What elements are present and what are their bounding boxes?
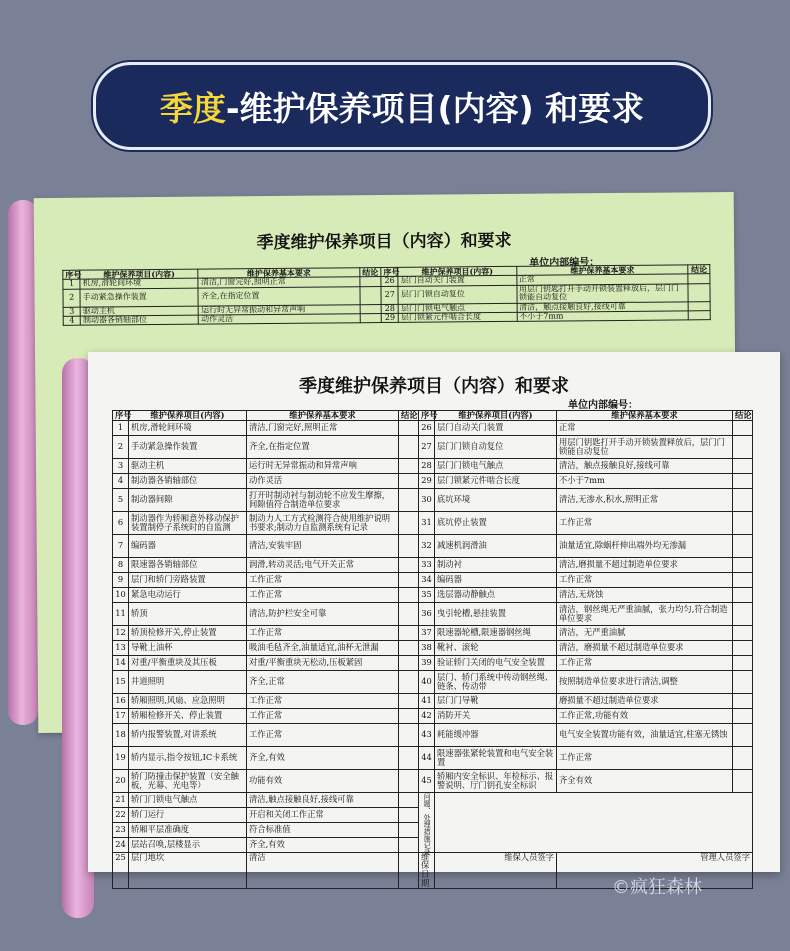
item-number: 41 xyxy=(419,693,435,708)
item-content: 轿内报警装置,对讲系统 xyxy=(129,723,247,746)
item-conclusion xyxy=(733,708,753,723)
item-conclusion xyxy=(399,420,419,435)
item-conclusion xyxy=(399,640,419,655)
item-content: 制动器各销轴部位 xyxy=(80,315,198,325)
item-number: 29 xyxy=(381,313,398,323)
back-maintenance-table xyxy=(62,264,710,326)
page-banner xyxy=(93,62,711,150)
item-requirement: 工作正常 xyxy=(247,587,399,602)
item-content: 制动衬 xyxy=(435,557,557,572)
item-number: 26 xyxy=(381,277,398,287)
item-content: 层门门锁电气触点 xyxy=(398,303,516,313)
item-number: 44 xyxy=(419,746,435,769)
maint-date-label: 维保日期 xyxy=(419,852,435,888)
item-number: 10 xyxy=(113,587,129,602)
item-conclusion xyxy=(733,602,753,625)
item-conclusion xyxy=(688,274,710,284)
item-conclusion xyxy=(688,283,710,301)
front-maintenance-table-wrap xyxy=(112,410,752,889)
item-number: 36 xyxy=(419,602,435,625)
item-content: 验证轿门关闭的电气安全装置 xyxy=(435,655,557,670)
item-content: 编码器 xyxy=(129,534,247,557)
item-conclusion xyxy=(399,435,419,458)
item-requirement: 正常 xyxy=(557,420,733,435)
table-row xyxy=(113,458,753,473)
item-content: 井道照明 xyxy=(129,670,247,693)
item-requirement: 正常 xyxy=(516,274,688,285)
item-conclusion xyxy=(399,670,419,693)
item-content: 减速机润滑油 xyxy=(435,534,557,557)
table-row xyxy=(113,557,753,572)
item-content: 限速器轮槽,限速器钢丝绳 xyxy=(435,625,557,640)
item-requirement: 清洁,安装牢固 xyxy=(247,534,399,557)
item-conclusion xyxy=(399,723,419,746)
item-requirement: 工作正常 xyxy=(557,511,733,534)
back-sheet-title: 季度维护保养项目（内容）和要求 xyxy=(256,230,512,254)
item-conclusion xyxy=(360,313,382,323)
item-requirement: 工作正常 xyxy=(247,625,399,640)
item-requirement: 动作灵活 xyxy=(247,473,399,488)
item-content: 底坑环境 xyxy=(435,488,557,511)
front-maintenance-table xyxy=(112,410,753,889)
manager-signer-label: 管理人员签字 xyxy=(557,852,753,888)
column-header: 结论 xyxy=(733,411,753,421)
item-content: 轿门防撞击保护装置（安全触板，光幕、光电等） xyxy=(129,769,247,792)
item-number: 27 xyxy=(419,435,435,458)
item-requirement: 清洁，钢丝绳无严重油腻，张力均匀,符合制造单位要求 xyxy=(557,602,733,625)
item-content: 手动紧急操作装置 xyxy=(80,288,198,307)
item-number: 28 xyxy=(381,304,398,314)
item-conclusion xyxy=(399,557,419,572)
item-content: 驱动主机 xyxy=(129,458,247,473)
item-content: 层门和轿门旁路装置 xyxy=(129,572,247,587)
item-conclusion xyxy=(733,655,753,670)
item-requirement: 制动力人工方式检测符合使用维护说明书要求;制动力自监测系统有记录 xyxy=(247,511,399,534)
item-content: 耗能缓冲器 xyxy=(435,723,557,746)
maint-signer-label: 维保人员签字 xyxy=(435,852,557,888)
table-row xyxy=(113,511,753,534)
item-conclusion xyxy=(399,587,419,602)
item-content: 轿顶 xyxy=(129,602,247,625)
item-requirement: 不小于7mm xyxy=(517,311,689,322)
table-row xyxy=(113,792,753,807)
item-number: 25 xyxy=(113,852,129,888)
item-number: 5 xyxy=(113,488,129,511)
item-conclusion xyxy=(399,852,419,888)
item-number: 31 xyxy=(419,511,435,534)
item-number: 16 xyxy=(113,693,129,708)
item-conclusion xyxy=(733,534,753,557)
item-number: 24 xyxy=(113,837,129,852)
item-number: 43 xyxy=(419,723,435,746)
item-content: 层门自动关门装置 xyxy=(435,420,557,435)
item-requirement: 按照制造单位要求进行清洁,调整 xyxy=(557,670,733,693)
item-requirement: 磨损量不超过制造单位要求 xyxy=(557,693,733,708)
item-conclusion xyxy=(399,837,419,852)
item-requirement: 齐全,有效 xyxy=(247,837,399,852)
item-content: 层门锁紧元件啮合长度 xyxy=(398,312,516,322)
item-conclusion xyxy=(399,625,419,640)
item-requirement: 符合标准值 xyxy=(247,822,399,837)
table-row xyxy=(113,769,753,792)
item-conclusion xyxy=(733,488,753,511)
back-unit-label: 单位内部编号： xyxy=(529,257,600,269)
item-number: 11 xyxy=(113,602,129,625)
item-requirement: 工作正常,功能有效 xyxy=(557,708,733,723)
table-row xyxy=(113,625,753,640)
item-conclusion xyxy=(689,301,711,311)
column-header: 序号 xyxy=(113,411,129,421)
item-conclusion xyxy=(733,435,753,458)
item-number: 3 xyxy=(113,458,129,473)
item-content: 机房,滑轮间环境 xyxy=(80,279,198,289)
column-header: 结论 xyxy=(399,411,419,421)
item-conclusion xyxy=(399,792,419,807)
item-content: 层门门锁自动复位 xyxy=(435,435,557,458)
item-requirement: 工作正常 xyxy=(247,723,399,746)
item-requirement: 对重/平衡重块无松动,压板紧固 xyxy=(247,655,399,670)
item-requirement: 齐全,在指定位置 xyxy=(247,435,399,458)
item-content: 手动紧急操作装置 xyxy=(129,435,247,458)
item-content: 轿厢检修开关、停止装置 xyxy=(129,708,247,723)
item-content: 底坑停止装置 xyxy=(435,511,557,534)
column-header: 序号 xyxy=(63,270,80,280)
table-row xyxy=(113,640,753,655)
item-number: 18 xyxy=(113,723,129,746)
item-content: 靴衬、滚轮 xyxy=(435,640,557,655)
item-conclusion xyxy=(733,746,753,769)
item-content: 限速器张紧轮装置和电气安全装置 xyxy=(435,746,557,769)
front-sheet-title: 季度维护保养项目（内容）和要求 xyxy=(299,376,569,397)
column-header: 维护保养基本要求 xyxy=(557,411,733,421)
item-requirement: 清洁,防护栏安全可靠 xyxy=(247,602,399,625)
item-content: 轿厢平层准确度 xyxy=(129,822,247,837)
item-requirement: 清洁，无严重油腻 xyxy=(557,625,733,640)
issues-record-label: 问题、处理措施记录 xyxy=(419,792,435,852)
item-requirement: 清洁,门窗完好,照明正常 xyxy=(198,277,359,288)
item-conclusion xyxy=(733,640,753,655)
table-row xyxy=(113,473,753,488)
column-header: 维护保养项目(内容) xyxy=(129,411,247,421)
item-requirement: 运行时无异常振动和异常声响 xyxy=(199,304,360,315)
item-requirement: 清洁 xyxy=(247,852,399,888)
item-content: 层门自动关门装置 xyxy=(398,276,516,286)
item-number: 1 xyxy=(113,420,129,435)
item-conclusion xyxy=(399,708,419,723)
item-content: 导靴上油杯 xyxy=(129,640,247,655)
item-number: 45 xyxy=(419,769,435,792)
item-content: 轿门门锁电气触点 xyxy=(129,792,247,807)
item-number: 7 xyxy=(113,534,129,557)
item-content: 轿门运行 xyxy=(129,807,247,822)
column-header: 维护保养基本要求 xyxy=(198,268,359,279)
watermark: ©疯狂森林 xyxy=(612,877,702,898)
item-number: 4 xyxy=(113,473,129,488)
item-conclusion xyxy=(733,572,753,587)
item-number: 8 xyxy=(113,557,129,572)
item-requirement: 工作正常 xyxy=(557,746,733,769)
item-number: 19 xyxy=(113,746,129,769)
item-requirement: 清洁,磨损量不超过制造单位要求 xyxy=(557,557,733,572)
item-conclusion xyxy=(399,769,419,792)
column-header: 序号 xyxy=(419,411,435,421)
item-number: 42 xyxy=(419,708,435,723)
item-number: 6 xyxy=(113,511,129,534)
item-requirement: 齐全,正常 xyxy=(247,670,399,693)
item-number: 38 xyxy=(419,640,435,655)
item-content: 机房,滑轮间环境 xyxy=(129,420,247,435)
item-conclusion xyxy=(399,473,419,488)
item-conclusion xyxy=(399,458,419,473)
banner-title: -维护保养项目(内容) 和要求 xyxy=(225,88,645,128)
item-number: 13 xyxy=(113,640,129,655)
table-row xyxy=(113,420,753,435)
item-requirement: 清洁，磨损量不超过制造单位要求 xyxy=(557,640,733,655)
item-number: 9 xyxy=(113,572,129,587)
item-requirement: 用层门钥匙打开手动开锁装置释放后，层门门锁能自动复位 xyxy=(516,284,688,303)
item-content: 轿内显示,指令按钮,IC卡系统 xyxy=(129,746,247,769)
item-content: 轿厢内安全标识、年检标示、报警说明、厅门钥孔安全标识 xyxy=(435,769,557,792)
item-conclusion xyxy=(399,655,419,670)
column-header: 维护保养项目(内容) xyxy=(398,266,516,276)
table-row xyxy=(113,572,753,587)
item-requirement: 工作正常 xyxy=(247,693,399,708)
item-requirement: 吸油毛毡齐全,油量适宜,油杯无泄漏 xyxy=(247,640,399,655)
item-content: 层门、轿门系统中传动钢丝绳、链条、传动带 xyxy=(435,670,557,693)
item-conclusion xyxy=(360,304,382,314)
item-number: 33 xyxy=(419,557,435,572)
item-number: 30 xyxy=(419,488,435,511)
item-content: 制动器作为轿厢意外移动保护装置制停子系统时的自监测 xyxy=(129,511,247,534)
item-conclusion xyxy=(733,557,753,572)
item-conclusion xyxy=(733,723,753,746)
item-content: 限速器各销轴部位 xyxy=(129,557,247,572)
item-content: 制动器各销轴部位 xyxy=(129,473,247,488)
item-number: 40 xyxy=(419,670,435,693)
table-row xyxy=(113,693,753,708)
item-content: 轿厢照明,风扇、应急照明 xyxy=(129,693,247,708)
item-content: 紧急电动运行 xyxy=(129,587,247,602)
table-row xyxy=(113,435,753,458)
item-requirement: 清洁，触点接触良好,接线可靠 xyxy=(517,301,689,312)
item-number: 2 xyxy=(63,289,80,307)
item-conclusion xyxy=(733,587,753,602)
item-requirement: 打开时制动衬与制动轮不应发生摩擦，间隙值符合制造单位要求 xyxy=(247,488,399,511)
item-requirement: 清洁，触点接触良好,接线可靠 xyxy=(557,458,733,473)
table-row xyxy=(113,488,753,511)
item-conclusion xyxy=(399,572,419,587)
item-conclusion xyxy=(399,746,419,769)
item-number: 37 xyxy=(419,625,435,640)
front-unit-label: 单位内部编号： xyxy=(568,400,638,411)
item-number: 4 xyxy=(63,316,80,326)
column-header: 维护保养项目(内容) xyxy=(80,269,198,279)
item-conclusion xyxy=(360,286,382,304)
item-conclusion xyxy=(399,693,419,708)
column-header: 结论 xyxy=(688,265,710,275)
item-content: 层门锁紧元件啮合长度 xyxy=(435,473,557,488)
item-content: 曳引轮槽,悬挂装置 xyxy=(435,602,557,625)
table-row xyxy=(113,602,753,625)
item-conclusion xyxy=(399,534,419,557)
item-number: 17 xyxy=(113,708,129,723)
item-number: 28 xyxy=(419,458,435,473)
column-header: 结论 xyxy=(359,268,381,278)
item-requirement: 润滑,转动灵活;电气开关正常 xyxy=(247,557,399,572)
item-content: 编码器 xyxy=(435,572,557,587)
item-requirement: 动作灵活 xyxy=(199,314,360,325)
banner-highlight: 季度 xyxy=(159,88,226,128)
item-conclusion xyxy=(689,311,711,321)
item-conclusion xyxy=(359,277,381,287)
item-requirement: 电气安全装置功能有效，油量适宜,柱塞无锈蚀 xyxy=(557,723,733,746)
table-header-row xyxy=(113,411,753,421)
item-content: 驱动主机 xyxy=(80,306,198,316)
item-requirement: 工作正常 xyxy=(247,572,399,587)
item-conclusion xyxy=(733,458,753,473)
item-requirement: 不小于7mm xyxy=(557,473,733,488)
table-row xyxy=(113,723,753,746)
item-requirement: 运行时无异常振动和异常声响 xyxy=(247,458,399,473)
item-number: 20 xyxy=(113,769,129,792)
table-row xyxy=(113,670,753,693)
item-number: 39 xyxy=(419,655,435,670)
item-conclusion xyxy=(733,769,753,792)
item-conclusion xyxy=(733,473,753,488)
item-content: 层门门锁电气触点 xyxy=(435,458,557,473)
item-content: 层门门锁自动复位 xyxy=(398,285,516,304)
item-number: 21 xyxy=(113,792,129,807)
item-content: 对重/平衡重块及其压板 xyxy=(129,655,247,670)
item-number: 34 xyxy=(419,572,435,587)
item-number: 12 xyxy=(113,625,129,640)
item-requirement: 清洁,无烧蚀 xyxy=(557,587,733,602)
item-requirement: 齐全,在指定位置 xyxy=(198,287,359,306)
item-number: 22 xyxy=(113,807,129,822)
item-conclusion xyxy=(399,807,419,822)
item-conclusion xyxy=(733,693,753,708)
item-content: 轿顶检修开关,停止装置 xyxy=(129,625,247,640)
item-number: 29 xyxy=(419,473,435,488)
item-number: 26 xyxy=(419,420,435,435)
item-content: 层站召唤,层楼显示 xyxy=(129,837,247,852)
item-requirement: 功能有效 xyxy=(247,769,399,792)
issues-record-area xyxy=(435,792,753,852)
item-number: 1 xyxy=(63,280,80,290)
item-conclusion xyxy=(733,420,753,435)
column-header: 维护保养基本要求 xyxy=(516,265,688,276)
item-number: 15 xyxy=(113,670,129,693)
item-conclusion xyxy=(399,602,419,625)
table-row xyxy=(113,655,753,670)
item-requirement: 齐全,有效 xyxy=(247,746,399,769)
column-header: 维护保养项目(内容) xyxy=(435,411,557,421)
item-number: 2 xyxy=(113,435,129,458)
item-conclusion xyxy=(399,822,419,837)
item-number: 27 xyxy=(381,286,398,304)
item-number: 35 xyxy=(419,587,435,602)
item-content: 消防开关 xyxy=(435,708,557,723)
item-requirement: 工作正常 xyxy=(557,572,733,587)
item-number: 32 xyxy=(419,534,435,557)
column-header: 序号 xyxy=(381,267,398,277)
table-row xyxy=(113,746,753,769)
item-content: 制动器间隙 xyxy=(129,488,247,511)
item-conclusion xyxy=(733,625,753,640)
table-row xyxy=(113,534,753,557)
item-number: 14 xyxy=(113,655,129,670)
item-content: 层门地坎 xyxy=(129,852,247,888)
item-requirement: 工作正常 xyxy=(247,708,399,723)
table-row xyxy=(113,708,753,723)
item-requirement: 清洁,触点接触良好,接线可靠 xyxy=(247,792,399,807)
item-content: 选层器动静触点 xyxy=(435,587,557,602)
item-requirement: 清洁,门窗完好,照明正常 xyxy=(247,420,399,435)
item-number: 3 xyxy=(63,307,80,317)
item-conclusion xyxy=(399,488,419,511)
column-header: 维护保养基本要求 xyxy=(247,411,399,421)
item-requirement: 工作正常 xyxy=(557,655,733,670)
item-number: 23 xyxy=(113,822,129,837)
item-requirement: 油量适宜,除蜗杆伸出端外均无渗漏 xyxy=(557,534,733,557)
item-conclusion xyxy=(733,670,753,693)
item-requirement: 开启和关闭工作正常 xyxy=(247,807,399,822)
item-conclusion xyxy=(399,511,419,534)
item-conclusion xyxy=(733,511,753,534)
table-row xyxy=(113,587,753,602)
item-requirement: 用层门钥匙打开手动开锁装置释放后，层门门锁能自动复位 xyxy=(557,435,733,458)
item-content: 层门门导靴 xyxy=(435,693,557,708)
item-requirement: 齐全有效 xyxy=(557,769,733,792)
item-requirement: 清洁,无渗水,积水,照明正常 xyxy=(557,488,733,511)
